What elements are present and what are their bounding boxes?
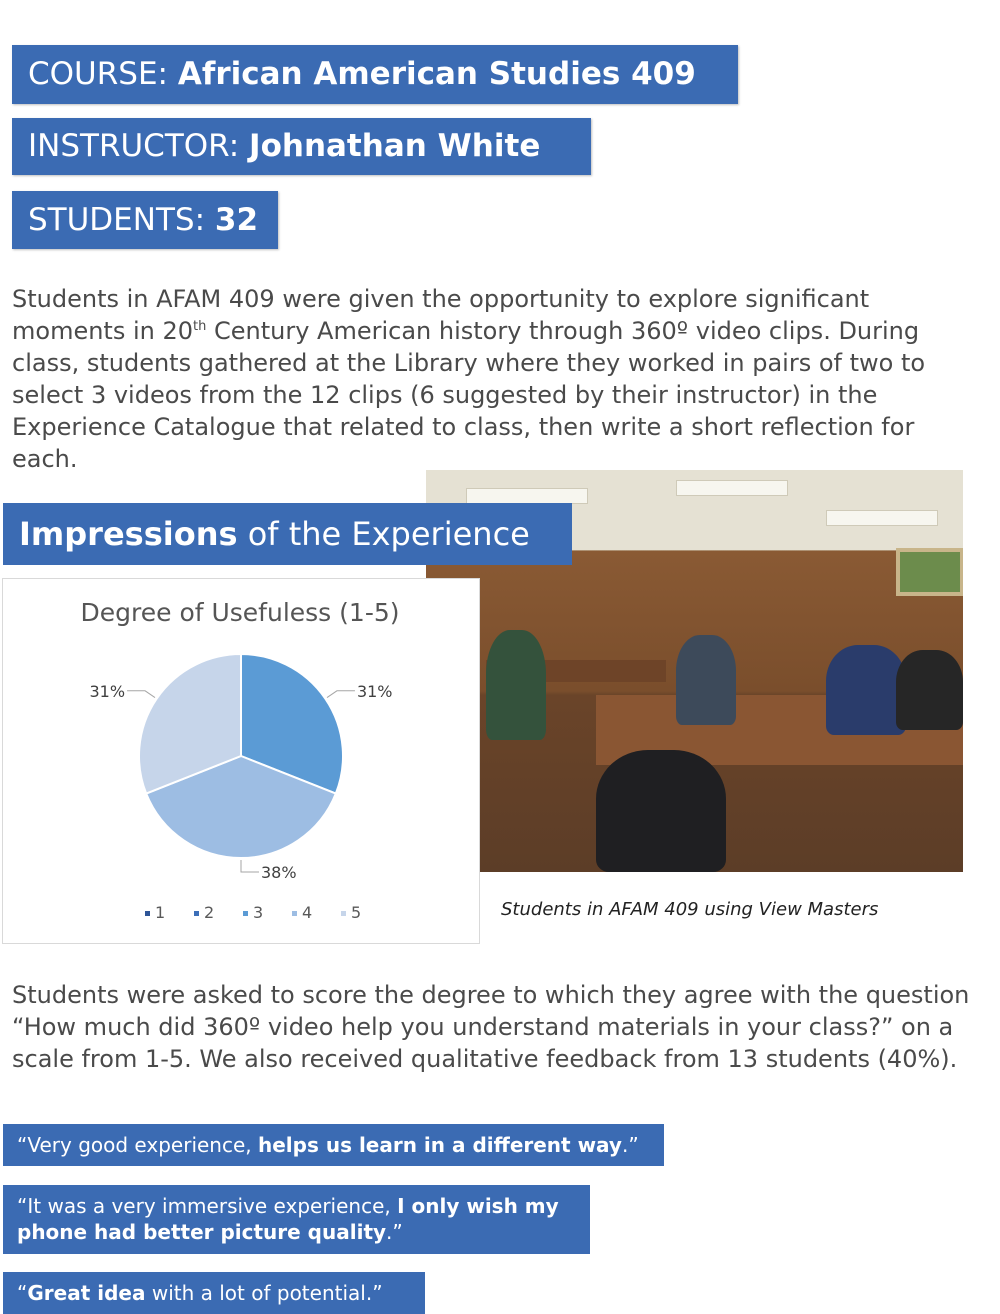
students-banner bbox=[12, 191, 278, 249]
legend-label: 5 bbox=[351, 903, 362, 922]
quote-1 bbox=[3, 1124, 664, 1166]
quote-2 bbox=[3, 1185, 590, 1254]
intro-superscript: th bbox=[193, 319, 207, 334]
photo-caption: Students in AFAM 409 using View Masters bbox=[501, 899, 879, 920]
students-label: STUDENTS: bbox=[28, 202, 206, 238]
legend-item-1 bbox=[145, 903, 165, 922]
quote-1-post: .” bbox=[621, 1133, 639, 1157]
intro-text-part2: Century American history through 360º video clips. During class, students gathered at the Library where they worked in pairs of two to select 3 videos from the 12 clips (6 suggested by their instructor) in the Experience Catalogue that related to class, then write a short reflection for each. bbox=[12, 317, 926, 473]
impressions-banner bbox=[3, 503, 572, 565]
photo-student bbox=[676, 635, 736, 725]
quote-1-pre: “Very good experience, bbox=[17, 1133, 258, 1157]
pie-leader-line bbox=[241, 860, 259, 872]
photo-student bbox=[596, 750, 726, 872]
photo-ceiling-light bbox=[826, 510, 938, 526]
quote-3-pre: “ bbox=[17, 1281, 28, 1305]
intro-paragraph bbox=[12, 283, 977, 475]
photo-ceiling-light bbox=[676, 480, 788, 496]
quote-3 bbox=[3, 1272, 425, 1314]
instructor-label: INSTRUCTOR: bbox=[28, 128, 240, 164]
quote-2-pre: “It was a very immersive experience, bbox=[17, 1194, 398, 1218]
quote-3-post: with a lot of potential.” bbox=[145, 1281, 383, 1305]
legend-label: 3 bbox=[253, 903, 264, 922]
course-value: African American Studies 409 bbox=[177, 56, 696, 92]
quote-2-post: .” bbox=[386, 1220, 403, 1244]
pie-leader-line bbox=[127, 691, 155, 698]
photo-student bbox=[826, 645, 906, 735]
photo-student bbox=[486, 630, 546, 740]
quote-1-bold: helps us learn in a different way bbox=[258, 1133, 622, 1157]
instructor-banner bbox=[12, 118, 591, 175]
legend-swatch bbox=[194, 911, 199, 916]
chart-title: Degree of Usefuless (1-5) bbox=[80, 598, 400, 627]
pie-data-label: 31% bbox=[89, 681, 126, 701]
quote-2-bold: I only wish my phone had better picture quality bbox=[17, 1194, 559, 1244]
pie-data-label: 38% bbox=[261, 863, 297, 882]
legend-item-2 bbox=[194, 903, 214, 922]
impressions-bold: Impressions bbox=[19, 515, 238, 553]
legend-label: 2 bbox=[204, 903, 215, 922]
legend-item-4 bbox=[292, 903, 312, 922]
photo-wall-painting bbox=[896, 548, 963, 596]
impressions-rest: of the Experience bbox=[237, 515, 530, 553]
legend-swatch bbox=[243, 911, 248, 916]
course-label: COURSE: bbox=[28, 56, 168, 92]
legend-swatch bbox=[292, 911, 297, 916]
outro-paragraph: Students were asked to score the degree to which they agree with the question “How much did 360º video help you understand materials in your class?” on a scale from 1-5. We also received qualitative feedback from 13 students (40%). bbox=[12, 981, 970, 1073]
instructor-value: Johnathan White bbox=[249, 128, 541, 164]
intro-text-part1: Students in AFAM 409 were given the opportunity to explore significant moments in 20 bbox=[12, 285, 870, 345]
legend-item-3 bbox=[243, 903, 263, 922]
legend-label: 4 bbox=[302, 903, 313, 922]
pie-data-label: 31% bbox=[356, 681, 393, 701]
students-value: 32 bbox=[214, 202, 259, 238]
legend-swatch bbox=[341, 911, 346, 916]
quote-3-bold: Great idea bbox=[27, 1281, 146, 1305]
legend-label: 1 bbox=[155, 903, 166, 922]
photo-ceiling-light bbox=[466, 488, 588, 504]
photo-student bbox=[896, 650, 963, 730]
pie-chart bbox=[0, 578, 480, 944]
course-banner bbox=[12, 45, 738, 104]
pie-leader-line bbox=[327, 691, 355, 698]
legend-swatch bbox=[145, 911, 150, 916]
legend-item-5 bbox=[341, 903, 361, 922]
